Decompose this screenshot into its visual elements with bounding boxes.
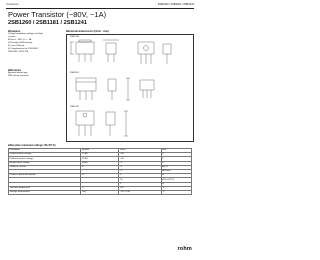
cell: Tj xyxy=(81,186,119,190)
cell: −5 xyxy=(119,161,161,165)
feature-line: 2SD1862 / 2SD1758. xyxy=(8,50,29,53)
package-drawing-3 xyxy=(68,110,188,138)
ratings-table xyxy=(8,148,192,195)
cell: 1 xyxy=(119,182,161,186)
cell: Tstg xyxy=(81,190,119,194)
dimensions-heading: ■External dimensions (Units : mm) xyxy=(66,30,109,33)
cell: VEBO xyxy=(81,161,119,165)
cell: −1 xyxy=(119,165,161,169)
feature-line: 3) Low VCE(sat). xyxy=(8,45,25,48)
cell: W xyxy=(161,174,191,178)
cell: V xyxy=(161,153,191,157)
cell: A(Pulse) xyxy=(161,169,191,173)
feature-line: 4) Complements the 2SD1863 / xyxy=(8,47,39,50)
structure-section xyxy=(8,69,54,78)
cell: °C xyxy=(161,186,191,190)
cell: 1 xyxy=(119,174,161,178)
cell: Collector-base voltage xyxy=(9,153,81,157)
structure-heading: ■Structure xyxy=(8,69,22,72)
package-label: 2SB1241 xyxy=(70,106,80,108)
package-drawing-2 xyxy=(68,76,188,104)
cell: V xyxy=(161,161,191,165)
package-label: 2SB1181 xyxy=(70,72,79,74)
ratings-heading: ■Absolute maximum ratings (Ta=25°C) xyxy=(8,144,56,147)
feature-line: 2) Excellent hFE linearity. xyxy=(8,42,33,45)
column-header: Limits xyxy=(119,149,161,153)
cell: IC xyxy=(81,165,119,169)
page-subtitle: 2SB1260 / 2SB1181 / 2SB1241 xyxy=(8,20,87,26)
cell: Emitter-base voltage xyxy=(9,161,81,165)
cell: −2 xyxy=(119,169,161,173)
feature-line: 1) High breakdown voltage and high xyxy=(8,33,44,36)
features-section xyxy=(8,30,54,54)
features-heading: ■Features xyxy=(8,30,21,33)
cell: Collector power dissipation xyxy=(9,174,81,178)
cell: PC xyxy=(81,174,119,178)
cell: A(DC) xyxy=(161,165,191,169)
package-drawing-1 xyxy=(68,40,188,70)
column-header: Parameter xyxy=(9,149,81,153)
cell: 150 xyxy=(119,186,161,190)
cell: W xyxy=(161,182,191,186)
cell: Storage temperature xyxy=(9,190,81,194)
cell: W(Tc=25°C) xyxy=(161,178,191,182)
table-row xyxy=(9,190,192,194)
cell: Collector current xyxy=(9,165,81,169)
cell: −80 xyxy=(119,153,161,157)
cell: Collector-emitter voltage xyxy=(9,157,81,161)
page-title: Power Transistor (−80V, −1A) xyxy=(8,10,107,19)
cell: −55~+150 xyxy=(119,190,161,194)
feature-line: BVceo = −80V, Ic = −1A xyxy=(8,39,32,42)
cell: °C xyxy=(161,190,191,194)
package-label: 2SB1260 xyxy=(70,36,80,38)
structure-line: Epitaxial planar type xyxy=(8,72,28,75)
cell: −80 xyxy=(119,157,161,161)
cell: Junction temperature xyxy=(9,186,81,190)
cell: V xyxy=(161,157,191,161)
rohm-logo: rohm xyxy=(177,246,192,252)
cell: VCBO xyxy=(81,153,119,157)
cell: 10 xyxy=(119,178,161,182)
header-rule xyxy=(6,8,194,9)
column-header: Symbol xyxy=(81,149,119,153)
structure-line: PNP silicon transistor xyxy=(8,75,29,78)
category-label: Transistors xyxy=(6,3,19,6)
cell: VCEO xyxy=(81,157,119,161)
feature-line: current. xyxy=(8,36,16,39)
header-part-numbers: 2SB1260 / 2SB1181 / 2SB1241 xyxy=(157,3,194,6)
column-header: Unit xyxy=(161,149,191,153)
